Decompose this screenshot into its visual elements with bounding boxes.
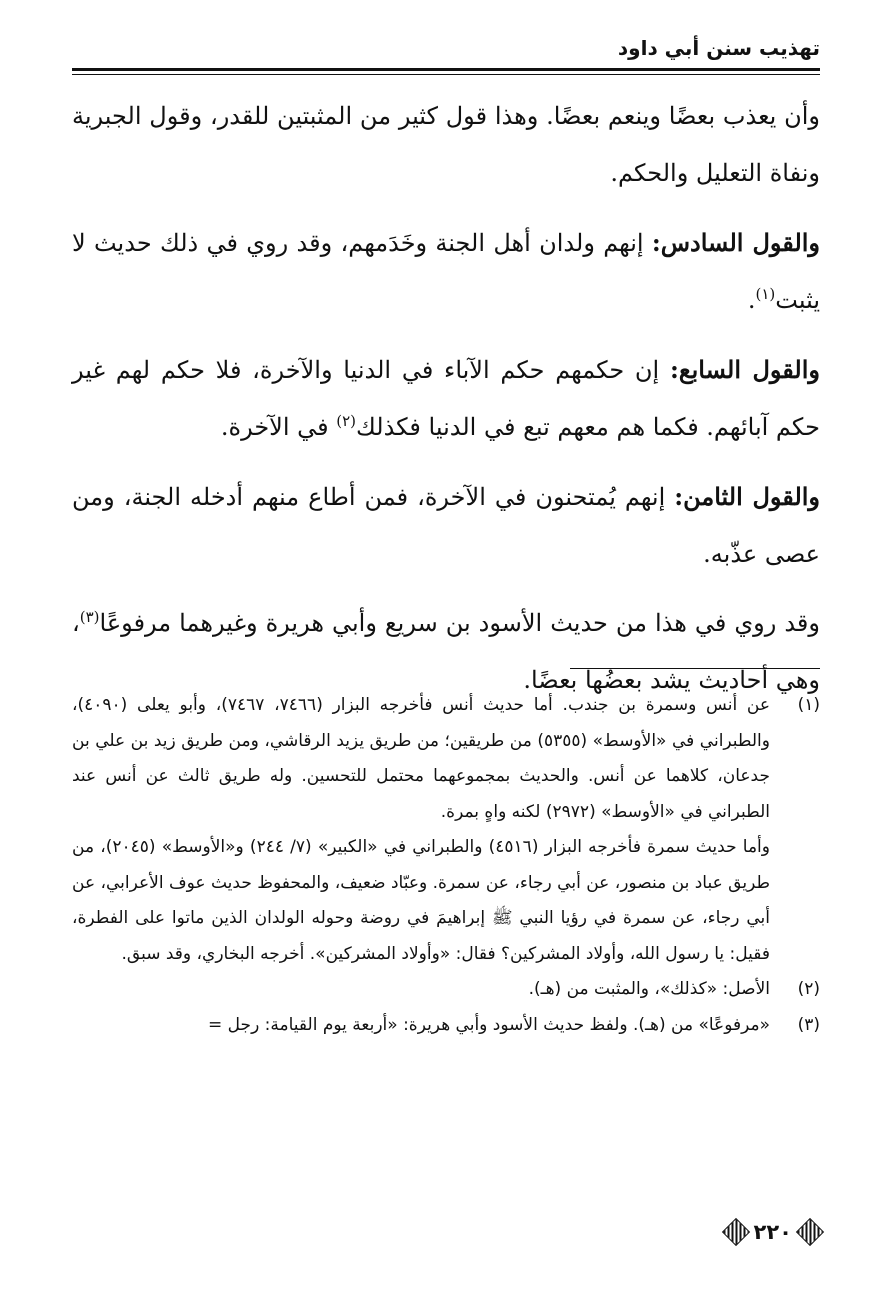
footnote-ref-3[interactable]: (٣): [79, 608, 100, 626]
paragraph-3-end: في الآخرة.: [220, 413, 337, 441]
footnote-2-text: الأصل: «كذلك»، والمثبت من (هـ).: [528, 979, 770, 999]
ornament-right-icon: [796, 1218, 824, 1246]
footnote-1-para-1: عن أنس وسمرة بن جندب. أما حديث أنس فأخرجه البزار (٧٤٦٦، ٧٤٦٧)، وأبو يعلى (٤٠٩٠)، والطبراني في «الأوسط» (٥٣٥٥) من طريقين؛ من طريق يزيد الرقاشي، ومن طريق زيد بن علي بن جدعان، كلاهما عن أنس. والحديث بمجموعهما محتمل للتحسين. وله طريق ثالث عن أنس عند الطبراني في «الأوسط» (٢٩٧٢) لكنه واهٍ بمرة.: [72, 695, 771, 822]
paragraph-2: [72, 214, 820, 329]
page-number: ٢٢٠: [753, 1220, 792, 1244]
footnote-3-body: [72, 1008, 770, 1044]
paragraph-5-text: وقد روي في هذا من حديث الأسود بن سريع وأبي هريرة وغيرهما مرفوعًا: [99, 609, 820, 637]
paragraph-3-lead: والقول السابع:: [669, 355, 820, 384]
footnote-1-body: [72, 688, 770, 972]
footnotes: [72, 688, 820, 1043]
ornament-left-icon: [721, 1218, 749, 1246]
footnote-1-para-2: وأما حديث سمرة فأخرجه البزار (٤٥١٦) والطبراني في «الكبير» (٧/ ٢٤٤) و«الأوسط» (٢٠٤٥)، من طريق عباد بن منصور، عن أبي رجاء، عن سمرة. وعبّاد ضعيف، والمحفوظ حديث عوف الأعرابي، عن أبي رجاء، عن سمرة في رؤيا النبي ﷺ إبراهيمَ في روضة وحوله الولدان الذين ماتوا على الفطرة، فقيل: يا رسول الله، وأولاد المشركين؟ فقال: «وأولاد المشركين». أخرجه البخاري، وقد سبق.: [72, 837, 770, 964]
footnote-2-number: (٢): [797, 979, 820, 999]
footnote-divider: [570, 668, 820, 669]
paragraph-3-text: إن حكمهم حكم الآباء في الدنيا والآخرة، فلا حكم لهم غير حكم آبائهم. فكما هم معهم تبع في الدنيا فكذلك: [72, 356, 820, 441]
footnote-3-number: (٣): [797, 1014, 820, 1035]
paragraph-4-text: إنهم يُمتحنون في الآخرة، فمن أطاع منهم أدخله الجنة، ومن عصى عذّبه.: [72, 483, 820, 568]
footnote-3: [72, 1008, 820, 1044]
paragraph-5-end: ، وهي أحاديث يشد بعضُها بعضًا.: [72, 609, 820, 694]
paragraph-3: [72, 341, 820, 456]
footnote-1-number: (١): [797, 695, 820, 715]
footnote-2: [72, 972, 820, 1008]
footnote-2-body: [72, 972, 770, 1008]
footnote-3-text: «مرفوعًا» من (هـ). ولفظ حديث الأسود وأبي هريرة: «أربعة يوم القيامة: رجل =: [208, 1014, 770, 1035]
paragraph-4-lead: والقول الثامن:: [674, 482, 821, 511]
footnote-ref-1[interactable]: (١): [755, 285, 776, 303]
page-number-block: [726, 1220, 820, 1244]
paragraph-2-text: إنهم ولدان أهل الجنة وخَدَمهم، وقد روي في ذلك حديث لا يثبت: [72, 229, 820, 314]
paragraph-2-lead: والقول السادس:: [651, 228, 821, 257]
paragraph-4: [72, 468, 820, 583]
paragraph-2-end: .: [747, 286, 756, 314]
footnote-ref-2[interactable]: (٢): [336, 412, 357, 430]
main-text: [72, 88, 820, 721]
header-rule: [72, 68, 820, 75]
footnote-1: [72, 688, 820, 972]
paragraph-1: وأن يعذب بعضًا وينعم بعضًا. وهذا قول كثير من المثبتين للقدر، وقول الجبرية ونفاة التعليل والحكم.: [72, 102, 820, 187]
running-head-title: تهذيب سنن أبي داود: [617, 36, 820, 60]
